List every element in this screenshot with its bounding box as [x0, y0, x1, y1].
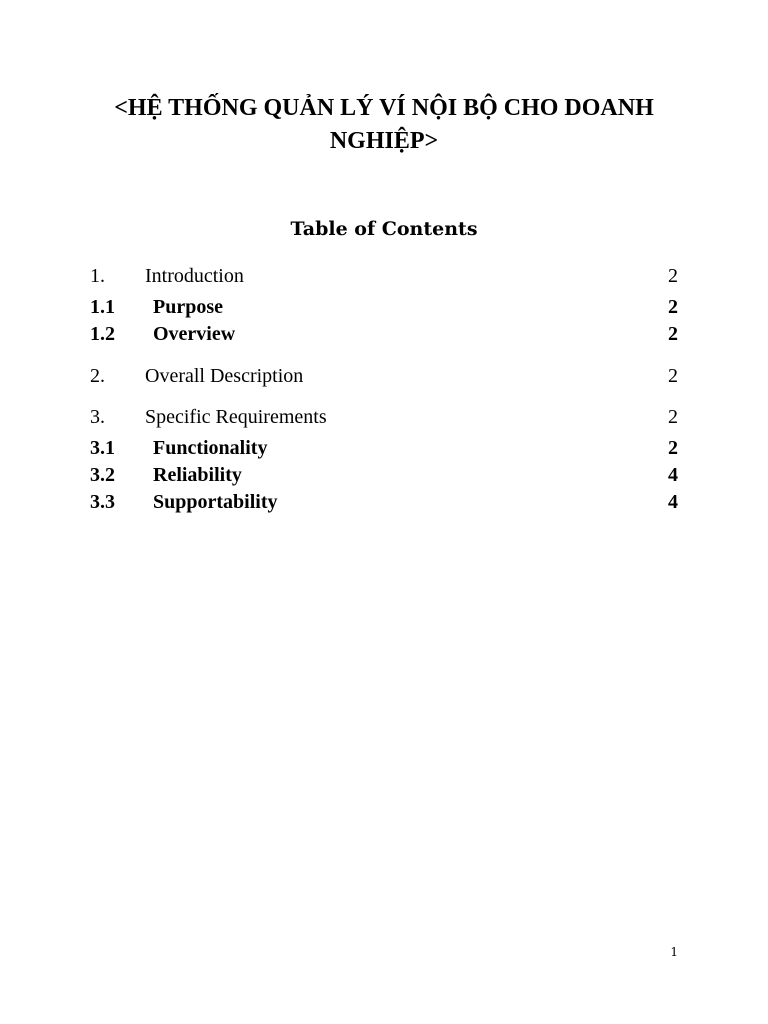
toc-entry-label: Introduction [145, 265, 244, 287]
toc-entry-number: 3.2 [90, 464, 115, 486]
toc-entry-label: Purpose [153, 296, 223, 318]
toc-entry-overview[interactable] [90, 321, 678, 347]
toc-entry-page: 2 [668, 323, 678, 345]
toc-entry-page: 4 [668, 491, 678, 513]
toc-entry-reliability[interactable] [90, 462, 678, 488]
toc-entry-overall-description[interactable] [90, 363, 678, 389]
toc-heading: Table of Contents [290, 218, 478, 240]
toc-entry-page: 2 [668, 296, 678, 318]
toc-entry-label: Specific Requirements [145, 406, 327, 428]
toc-entry-page: 2 [668, 406, 678, 428]
toc-entry-page: 2 [668, 265, 678, 287]
toc-entry-number: 1.2 [90, 323, 115, 345]
toc-entry-page: 2 [668, 365, 678, 387]
toc-entry-number: 1. [90, 265, 105, 287]
toc-entry-label: Supportability [153, 491, 278, 513]
toc-entry-number: 3. [90, 406, 105, 428]
document-title: <HỆ THỐNG QUẢN LÝ VÍ NỘI BỘ CHO DOANH NGHIỆP> [114, 95, 654, 154]
toc-entry-label: Overview [153, 323, 236, 345]
toc-entry-number: 1.1 [90, 296, 115, 318]
toc-entry-functionality[interactable] [90, 435, 678, 461]
toc-entry-introduction[interactable] [90, 263, 678, 289]
toc-entry-number: 2. [90, 365, 105, 387]
page-number: 1 [670, 945, 678, 959]
toc-entry-label: Reliability [153, 464, 242, 486]
toc-entry-label: Functionality [153, 437, 268, 459]
toc-entry-purpose[interactable] [90, 294, 678, 320]
toc-entry-supportability[interactable] [90, 489, 678, 515]
toc-entry-label: Overall Description [145, 365, 304, 387]
toc-entry-specific-requirements[interactable] [90, 404, 678, 430]
toc-entry-number: 3.3 [90, 491, 115, 513]
toc-entry-page: 4 [668, 464, 678, 486]
toc-entry-page: 2 [668, 437, 678, 459]
toc-entry-number: 3.1 [90, 437, 115, 459]
